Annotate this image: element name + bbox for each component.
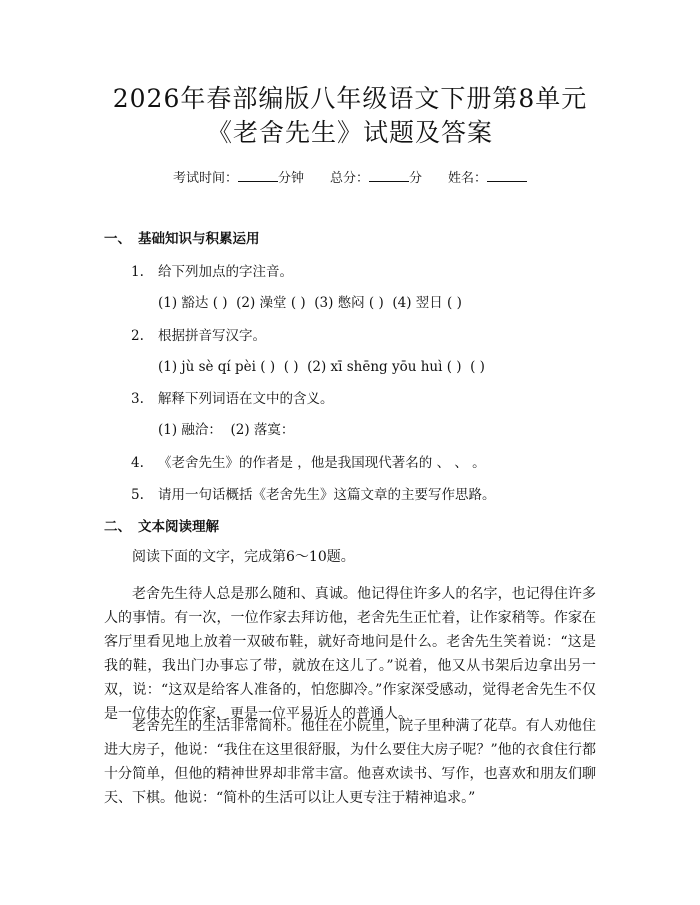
question-number: 5. (131, 487, 144, 503)
question-subitems: (1) jù sè qí pèi ( ) ( ) (2) xī shēng yōu huì ( ) ( ) (158, 359, 485, 375)
reading-paragraph: 老舍先生的生活非常简朴。他住在小院里，院子里种满了花草。有人劝他住进大房子，他说：“我住在这里很舒服，为什么要住大房子呢？”他的衣食住行都十分简单，但他的精神世界却非常丰富。他喜欢读书、写作，也喜欢和朋友们聊天、下棋。他说：“简朴的生活可以让人更专注于精神追求。” (104, 718, 596, 806)
question-text: 解释下列词语在文中的含义。 (158, 391, 334, 407)
total-score-blank[interactable] (369, 169, 409, 182)
document-title-line1: 2026年春部编版八年级语文下册第8单元 (112, 84, 588, 113)
question-text: 根据拼音写汉字。 (158, 328, 266, 344)
question-item (131, 454, 486, 472)
total-score-label: 总分： (329, 171, 369, 186)
exam-time-blank[interactable] (238, 169, 278, 182)
exam-time-label: 考试时间： (172, 171, 238, 186)
reading-paragraph: 老舍先生待人总是那么随和、真诚。他记得住许多人的名字，也记得住许多人的事情。有一次，一位作家去拜访他，老舍先生正忙着，让作家稍等。作家在客厅里看见地上放着一双破布鞋，就好奇地问是什么。老舍先生笑着说：“这是我的鞋，我出门办事忘了带，就放在这儿了。”说着，他又从书架后边拿出另一双，说：“这双是给客人准备的，怕您脚冷。”作家深受感动，觉得老舍先生不仅是一位伟大的作家，更是一位平易近人的普通人。 (104, 586, 596, 722)
exam-info-line (0, 169, 700, 188)
section-number: 一、 (104, 231, 131, 247)
question-number: 3. (131, 391, 144, 407)
section-number: 二、 (104, 519, 131, 535)
question-item (131, 263, 293, 281)
name-blank[interactable] (487, 169, 527, 182)
document-title-line2: 《老舍先生》试题及答案 (206, 118, 493, 147)
total-score-unit: 分 (409, 171, 423, 186)
question-item (131, 486, 496, 504)
question-text: 《老舍先生》的作者是 ，他是我国现代著名的 、 、 。 (158, 455, 486, 471)
section-title: 基础知识与积累运用 (138, 231, 260, 247)
question-subitems: (1) 豁达 ( ) (2) 澡堂 ( ) (3) 憋闷 ( ) (4) 翌日 ( ) (158, 295, 462, 311)
question-number: 2. (131, 328, 144, 344)
section-title: 文本阅读理解 (138, 519, 219, 535)
name-label: 姓名： (448, 171, 488, 186)
section-heading (104, 518, 219, 536)
question-text: 请用一句话概括《老舍先生》这篇文章的主要写作思路。 (158, 487, 496, 503)
question-item (131, 390, 334, 408)
reading-intro: 阅读下面的文字，完成第6～10题。 (132, 549, 355, 565)
section-heading (104, 230, 260, 248)
question-number: 1. (131, 264, 144, 280)
question-item (131, 327, 266, 345)
question-number: 4. (131, 455, 144, 471)
question-subitems: (1) 融洽： (2) 落寞： (158, 422, 295, 438)
question-text: 给下列加点的字注音。 (158, 264, 293, 280)
exam-time-unit: 分钟 (277, 171, 304, 186)
